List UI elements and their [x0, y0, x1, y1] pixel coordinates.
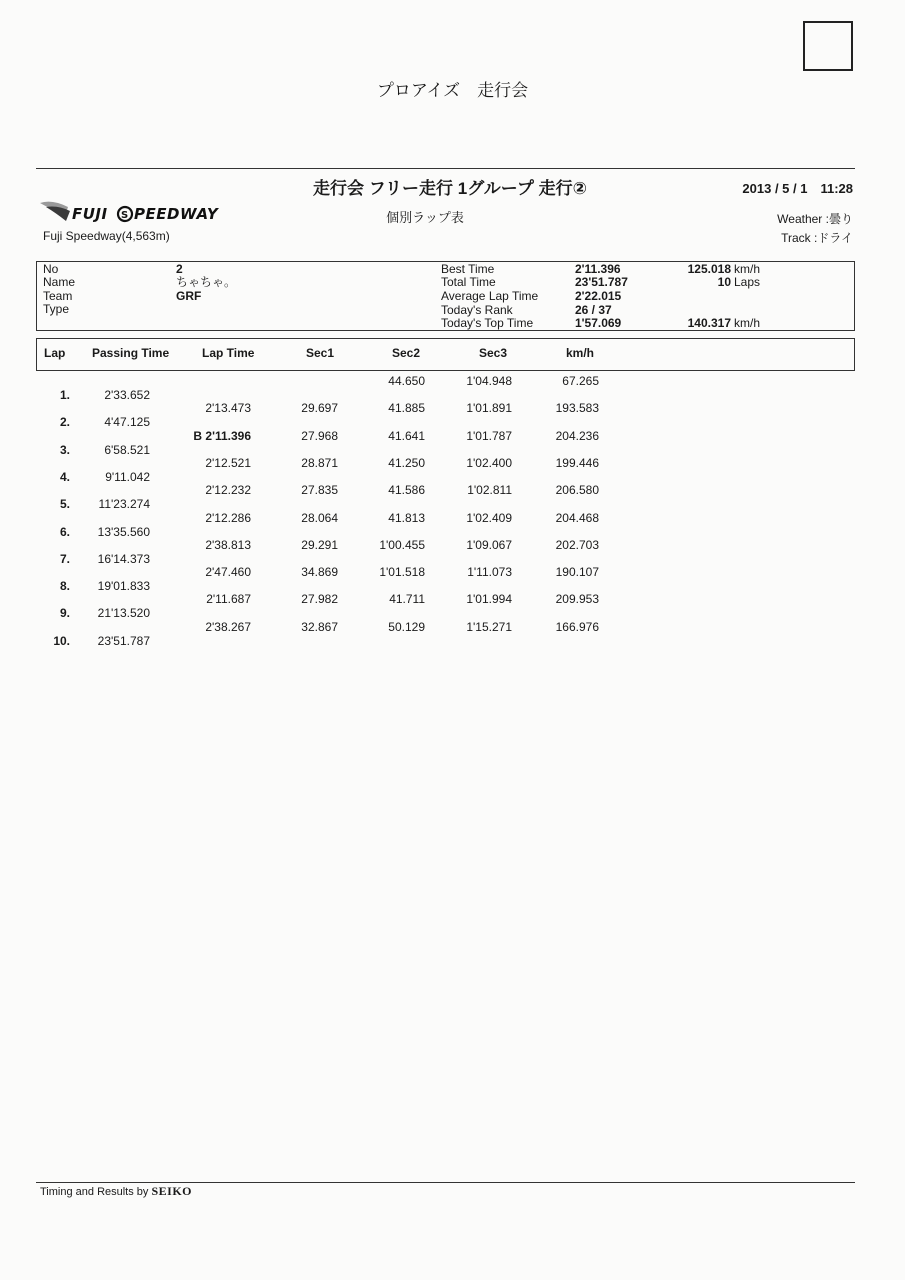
weather-value: 曇り: [828, 212, 853, 226]
track-label: Track :: [781, 231, 818, 245]
best-speed: 125.018: [687, 262, 731, 276]
report-subtitle: 個別ラップ表: [386, 210, 464, 225]
sec2-time: 41.813: [388, 511, 425, 525]
todays-top-time: 1'57.069: [575, 316, 622, 330]
passing-time: 9'11.042: [105, 470, 150, 484]
checkbox-square: [803, 21, 853, 71]
col-sec2: Sec2: [392, 346, 421, 360]
top-time-label: Today's Top Time: [441, 316, 534, 330]
best-time-label: Best Time: [441, 262, 495, 276]
top-speed-unit: km/h: [734, 316, 761, 330]
svg-text:PEEDWAY: PEEDWAY: [134, 205, 219, 223]
page-title: プロアイズ 走行会: [376, 81, 529, 100]
passing-time: 13'35.560: [97, 525, 150, 539]
lap-time: 2'12.286: [205, 511, 251, 525]
lap-number: 5.: [59, 497, 70, 511]
col-sec3: Sec3: [479, 346, 508, 360]
lap-number: 6.: [59, 525, 70, 539]
team-label: Team: [43, 289, 73, 303]
top-speed: 140.317: [687, 316, 731, 330]
sec2-time: 41.586: [388, 483, 425, 497]
sec3-time: 1'09.067: [466, 538, 512, 552]
speed-kmh: 190.107: [555, 565, 599, 579]
sec3-time: 1'01.891: [466, 401, 512, 415]
lap-number: 8.: [59, 579, 70, 593]
avg-lap-label: Average Lap Time: [441, 289, 539, 303]
sec2-time: 41.250: [388, 456, 425, 470]
passing-time: 6'58.521: [104, 443, 150, 457]
lap-number: 1.: [59, 388, 70, 402]
avg-lap-time: 2'22.015: [575, 289, 622, 303]
speed-kmh: 193.583: [555, 401, 599, 415]
sec1-time: 27.982: [301, 592, 338, 606]
sec2-time: 41.641: [388, 429, 425, 443]
passing-time: 23'51.787: [97, 634, 150, 648]
sec1-time: 28.871: [301, 456, 338, 470]
laps-count: 10: [717, 275, 731, 289]
sec3-time: 1'02.811: [467, 483, 512, 497]
speed-kmh: 204.468: [555, 511, 599, 525]
sec2-time: 41.711: [389, 592, 425, 606]
event-title: 走行会 フリー走行 1グループ 走行②: [313, 179, 587, 198]
sec3-time: 1'02.400: [466, 456, 512, 470]
weather-label: Weather :: [777, 212, 829, 226]
footer: [40, 1184, 192, 1199]
lap-time: 2'13.473: [205, 401, 251, 415]
team-name: GRF: [176, 289, 202, 303]
passing-time: 11'23.274: [98, 497, 150, 511]
speed-kmh: 199.446: [555, 456, 599, 470]
lap-time: 2'12.232: [205, 483, 251, 497]
lap-number: 7.: [59, 552, 70, 566]
col-sec1: Sec1: [306, 346, 335, 360]
lap-number: 3.: [59, 443, 70, 457]
type-label: Type: [43, 302, 70, 316]
col-passing-time: Passing Time: [92, 346, 170, 360]
total-time-label: Total Time: [441, 275, 496, 289]
sec1-time: 28.064: [301, 511, 338, 525]
header-rule: [36, 168, 855, 169]
speed-kmh: 166.976: [555, 620, 599, 634]
name-label: Name: [43, 275, 76, 289]
sec1-time: 27.968: [301, 429, 338, 443]
lap-time: 2'11.687: [206, 592, 251, 606]
sec3-time: 1'15.271: [466, 620, 512, 634]
speed-kmh: 67.265: [562, 374, 599, 388]
passing-time: 19'01.833: [97, 579, 150, 593]
speed-kmh: 209.953: [555, 592, 599, 606]
car-number: 2: [176, 262, 183, 276]
sec1-time: 32.867: [301, 620, 338, 634]
lap-time: B 2'11.396: [193, 429, 251, 443]
sec3-time: 1'01.787: [466, 429, 512, 443]
lap-number: 4.: [59, 470, 70, 484]
sec2-time: 44.650: [388, 374, 425, 388]
rank-label: Today's Rank: [441, 303, 513, 317]
best-speed-unit: km/h: [734, 262, 761, 276]
svg-text:FUJI: FUJI: [72, 205, 108, 223]
passing-time: 21'13.520: [97, 606, 150, 620]
footer-rule: [36, 1182, 855, 1183]
speed-kmh: 206.580: [555, 483, 599, 497]
sec1-time: 27.835: [301, 483, 338, 497]
passing-time: 2'33.652: [104, 388, 150, 402]
course-name: Fuji Speedway(4,563m): [43, 229, 170, 243]
weather: [777, 210, 853, 227]
sec3-time: 1'04.948: [466, 374, 512, 388]
no-label: No: [43, 262, 59, 276]
footer-text: Timing and Results by: [40, 1186, 149, 1198]
sec3-time: 1'11.073: [467, 565, 512, 579]
sec2-time: 50.129: [388, 620, 425, 634]
track-condition: [781, 229, 853, 246]
sec3-time: 1'01.994: [466, 592, 512, 606]
lap-number: 9.: [59, 606, 70, 620]
col-kmh: km/h: [566, 346, 595, 360]
best-time: 2'11.396: [575, 262, 621, 276]
total-time: 23'51.787: [575, 275, 628, 289]
report-datetime: 2013 / 5 / 1 11:28: [742, 181, 853, 196]
col-lap-time: Lap Time: [202, 346, 255, 360]
lap-time: 2'12.521: [205, 456, 251, 470]
lap-number: 10.: [53, 634, 70, 648]
sec1-time: 29.697: [301, 401, 338, 415]
sec1-time: 34.869: [301, 565, 338, 579]
passing-time: 16'14.373: [97, 552, 150, 566]
lap-time: 2'38.813: [205, 538, 251, 552]
sec2-time: 1'00.455: [379, 538, 425, 552]
footer-brand: SEIKO: [151, 1184, 192, 1198]
sec2-time: 41.885: [388, 401, 425, 415]
laps-unit: Laps: [734, 275, 761, 289]
driver-name: ちゃちゃ。: [176, 275, 237, 289]
fuji-speedway-logo: [38, 197, 268, 227]
passing-time: 4'47.125: [104, 415, 150, 429]
todays-rank: 26 / 37: [575, 303, 612, 317]
svg-text:S: S: [121, 210, 129, 221]
sec1-time: 29.291: [301, 538, 338, 552]
lap-time: 2'47.460: [205, 565, 251, 579]
speed-kmh: 202.703: [555, 538, 599, 552]
col-lap: Lap: [44, 346, 66, 360]
sec2-time: 1'01.518: [379, 565, 425, 579]
speed-kmh: 204.236: [555, 429, 599, 443]
lap-time: 2'38.267: [205, 620, 251, 634]
sec3-time: 1'02.409: [466, 511, 512, 525]
lap-number: 2.: [59, 415, 70, 429]
track-value: ドライ: [817, 231, 853, 245]
